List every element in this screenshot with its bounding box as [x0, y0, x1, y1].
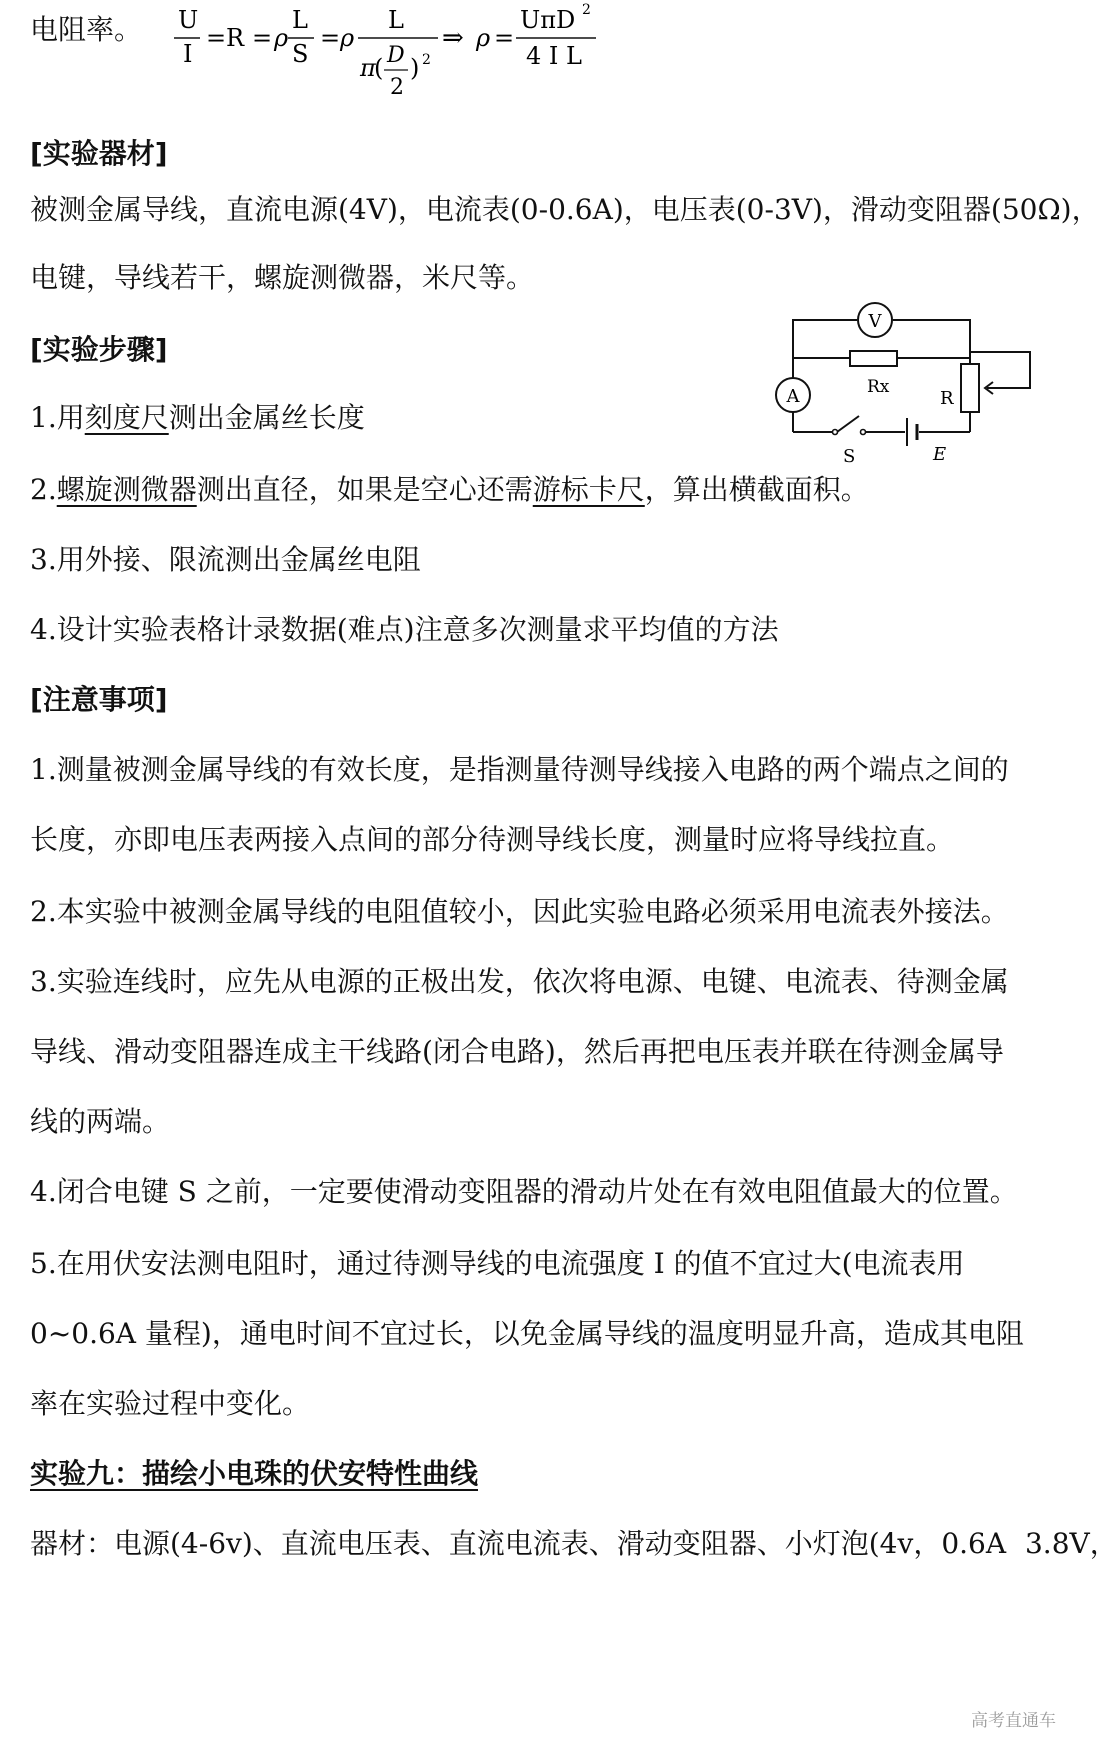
watermark: 高考直通车 [971, 1711, 1056, 1731]
rheostat-label: R [940, 388, 954, 409]
note-3-line-3: 线的两端。 [30, 1105, 171, 1138]
battery-label: E [933, 444, 947, 465]
circuit-diagram [775, 300, 1045, 500]
step-1-ruler: 刻度尺 [84, 401, 169, 434]
equipment-line-2: 电键，导线若干，螺旋测微器，米尺等。 [30, 261, 535, 294]
note-3-line-1: 3.实验连线时，应先从电源的正极出发，依次将电源、电键、电流表、待测金属 [30, 965, 1009, 998]
resistivity-formula [30, 0, 650, 110]
rheostat-body [961, 364, 979, 412]
step-4: 4.设计实验表格计录数据(难点)注意多次测量求平均值的方法 [30, 613, 779, 646]
resistor-rx [850, 351, 897, 366]
note-5-line-1: 5.在用伏安法测电阻时，通过待测导线的电流强度 I 的值不宜过大(电流表用 [30, 1247, 965, 1280]
formula-rho-3: ρ [476, 24, 491, 52]
experiment-nine-equipment [30, 1524, 1118, 1564]
formula-svg [30, 0, 670, 110]
formula-I: I [183, 40, 193, 68]
formula-eq-2: = [252, 24, 273, 52]
formula-R: R [226, 24, 245, 52]
formula-rho-2: ρ [340, 24, 355, 52]
step-1-rest: 测出金属丝长度 [168, 401, 365, 434]
experiment-nine-title: 实验九：描绘小电珠的伏安特性曲线 [30, 1457, 479, 1490]
step-1-prefix: 1.用 [30, 401, 85, 434]
note-3-line-2: 导线、滑动变阻器连成主干线路(闭合电路)，然后再把电压表并联在待测金属导 [30, 1035, 1004, 1068]
section-heading-steps: [实验步骤] [30, 333, 168, 366]
note-1-line-1: 1.测量被测金属导线的有效长度，是指测量待测导线接入电路的两个端点之间的 [30, 753, 1009, 786]
formula-eq-1: = [206, 24, 227, 52]
note-4: 4.闭合电键 S 之前，一定要使滑动变阻器的滑动片处在有效电阻值最大的位置。 [30, 1175, 1018, 1208]
formula-sq-2: 2 [582, 2, 591, 18]
section-heading-notes: [注意事项] [30, 683, 168, 716]
formula-sq-1: 2 [422, 52, 431, 68]
switch-lever [837, 416, 859, 432]
svg-text:(: ( [374, 54, 384, 82]
switch-label: S [843, 446, 856, 467]
formula-D: D [387, 43, 405, 68]
formula-numerator: UπD [520, 6, 576, 34]
step-3: 3.用外接、限流测出金属丝电阻 [30, 543, 421, 576]
note-5-line-2: 0~0.6A 量程)，通电时间不宜过长，以免金属导线的温度明显升高，造成其电阻 [30, 1317, 1024, 1350]
formula-S: S [292, 40, 309, 68]
step-2-end: ，算出横截面积。 [644, 473, 869, 506]
note-2: 2.本实验中被测金属导线的电阻值较小，因此实验电路必须采用电流表外接法。 [30, 895, 1009, 928]
formula-denominator: 4 I L [526, 42, 582, 70]
note-1-line-2: 长度，亦即电压表两接入点间的部分待测导线长度，测量时应将导线拉直。 [30, 823, 955, 856]
formula-rho-1: ρ [274, 24, 289, 52]
step-2-micrometer: 螺旋测微器 [56, 473, 197, 506]
formula-eq-3: = [320, 24, 341, 52]
formula-pi: π [360, 54, 376, 82]
note-5-line-3: 率在实验过程中变化。 [30, 1387, 311, 1420]
resistor-label: Rx [867, 377, 890, 397]
step-2-mid: 测出直径，如果是空心还需 [196, 473, 533, 506]
formula-L-1: L [292, 6, 308, 34]
formula-lead: 电阻率。 [30, 13, 143, 46]
formula-U: U [178, 6, 199, 34]
formula-two-1: 2 [390, 75, 404, 100]
section-heading-equipment: [实验器材] [30, 137, 168, 170]
ammeter-label: A [786, 386, 800, 407]
formula-implies: ⇒ [442, 23, 464, 53]
formula-L-2: L [388, 6, 404, 34]
equipment-line-1: 被测金属导线，直流电源(4V)，电流表(0-0.6A)，电压表(0-3V)，滑动变阻器(50Ω)， [30, 193, 1100, 226]
svg-text:): ) [410, 54, 420, 82]
step-2-caliper: 游标卡尺 [532, 473, 645, 506]
voltmeter-label: V [868, 311, 882, 332]
step-2-prefix: 2. [30, 473, 57, 506]
formula-eq-4: = [494, 24, 515, 52]
experiment-nine-equipment-main: 器材：电源(4-6v)、直流电压表、直流电流表、滑动变阻器、小灯泡(4v，0.6A [30, 1527, 1007, 1560]
experiment-nine-equipment-tail: 3.8V， [1024, 1527, 1118, 1560]
